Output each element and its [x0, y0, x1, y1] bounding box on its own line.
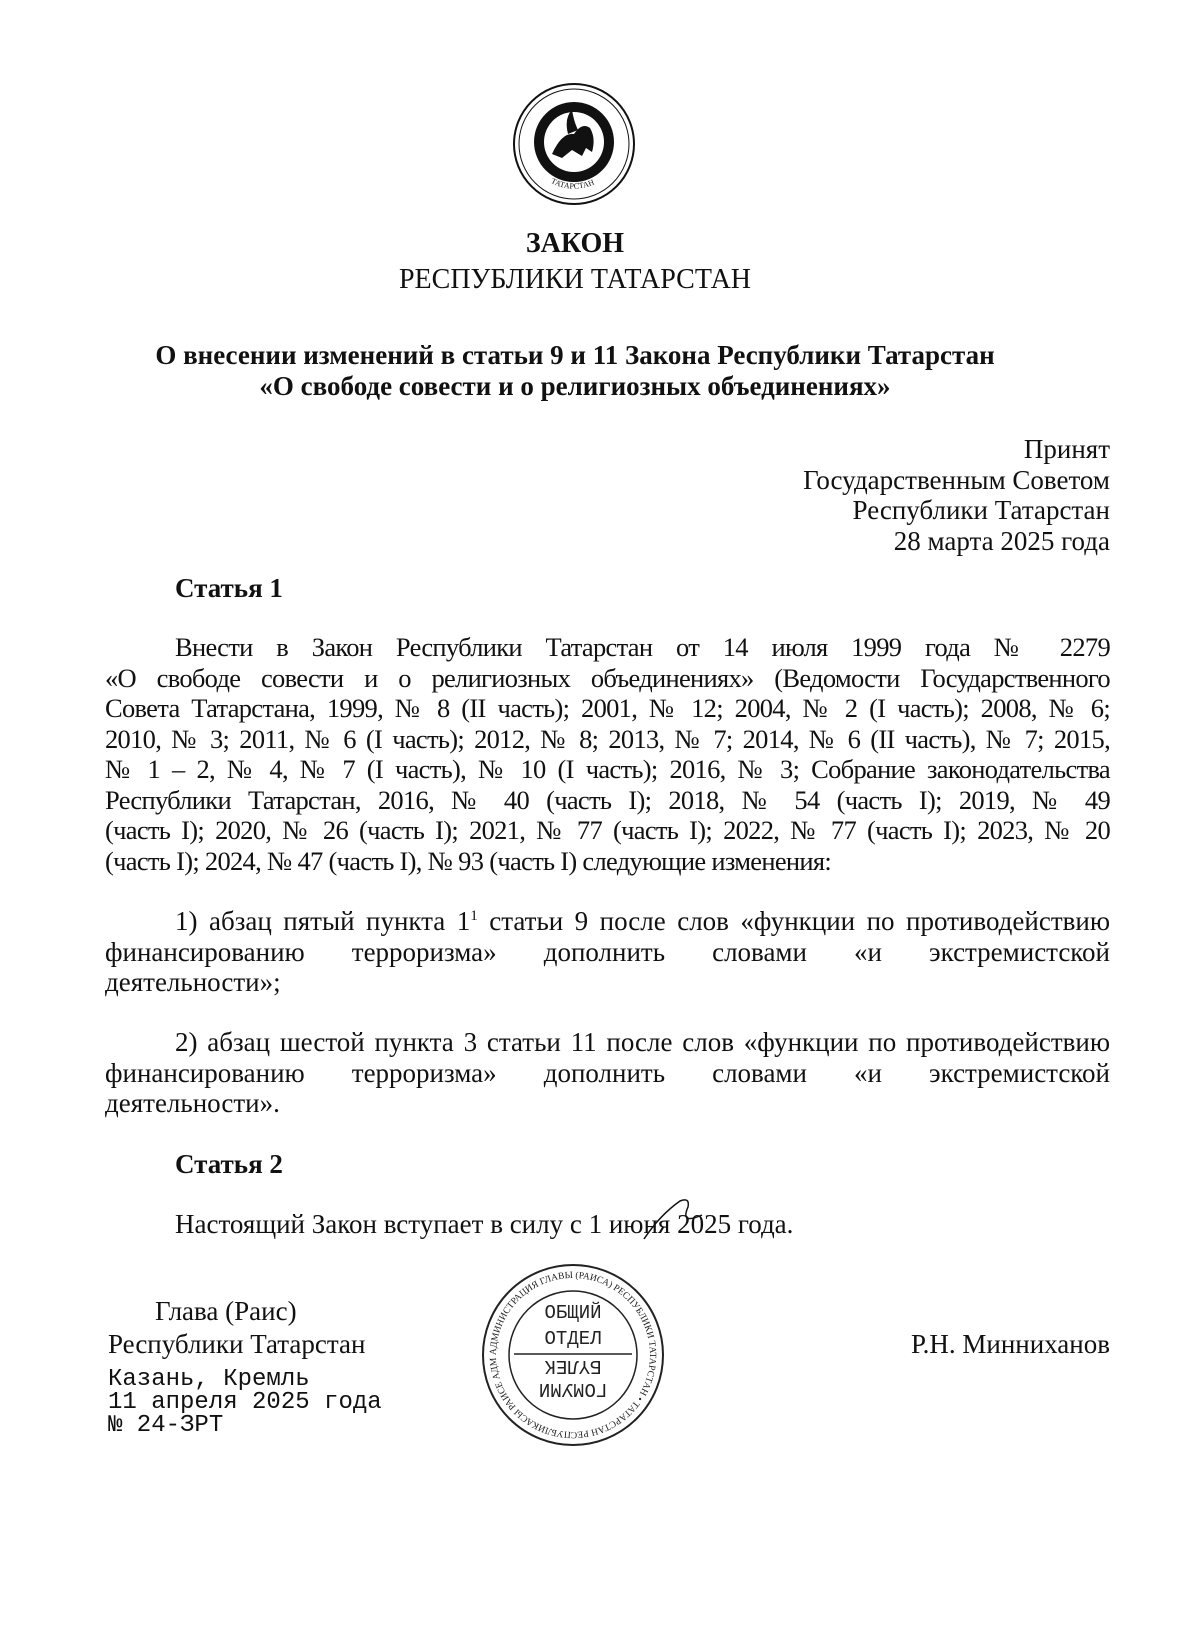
svg-text:ОБЩИЙ: ОБЩИЙ: [544, 1302, 602, 1324]
article-1-item-1: [105, 906, 1110, 998]
paragraph-line: Совета Татарстана, 1999, № 8 (II часть); 2001, № 12; 2004, № 2 (I часть); 2008, № 6;: [105, 693, 1110, 723]
paragraph-line: «О свободе совести и о религиозных объединениях» (Ведомости Государственного: [105, 662, 1110, 693]
official-stamp: [480, 1262, 666, 1453]
signatory-name: Р.Н. Минниханов: [910, 1329, 1110, 1359]
adoption-line: Принят: [1023, 434, 1110, 464]
law-title: [30, 340, 1120, 402]
paragraph-line: деятельности»;: [105, 967, 281, 997]
svg-text:ГОМУМИ: ГОМУМИ: [538, 1378, 608, 1400]
signatory-position-line-2: Республики Татарстан: [108, 1329, 366, 1359]
article-1-heading: Статья 1: [175, 573, 283, 603]
article-1-item-2: [105, 1027, 1110, 1119]
paragraph-line: деятельности».: [105, 1088, 280, 1118]
law-title-line: О внесении изменений в статьи 9 и 11 Закона Республики Татарстан: [155, 340, 995, 370]
law-title-line: «О свободе совести и о религиозных объединениях»: [259, 371, 891, 401]
svg-text:БҮЛЕК: БҮЛЕК: [544, 1355, 602, 1377]
doc-title: ЗАКОН: [525, 228, 625, 259]
tatarstan-emblem: [512, 82, 636, 211]
paragraph-line: финансированию терроризма» дополнить словами «и экстремистской: [105, 936, 1110, 967]
article-2-heading: Статья 2: [175, 1149, 283, 1179]
text: статьи 9 после слов «функции по противодействию: [477, 906, 1110, 936]
paragraph-line: № 1 – 2, № 4, № 7 (I часть), № 10 (I часть); 2016, № 3; Собрание законодательства: [105, 754, 1110, 784]
place-date-block: [108, 1368, 382, 1437]
signature-mark: [640, 1195, 710, 1245]
superscript: 1: [470, 908, 478, 924]
adoption-line: 28 марта 2025 года: [893, 525, 1110, 556]
paragraph-line: Внести в Закон Республики Татарстан от 14 июля 1999 года № 2279: [175, 632, 1110, 662]
article-1-intro: [105, 632, 1110, 876]
svg-text:ОТДЕЛ: ОТДЕЛ: [544, 1328, 602, 1350]
svg-text:ТАТАРСТАН: ТАТАРСТАН: [549, 176, 596, 191]
paragraph-line: финансированию терроризма» дополнить словами «и экстремистской: [105, 1057, 1110, 1088]
paragraph-line: (часть I); 2024, № 47 (часть I), № 93 (часть I) следующие изменения:: [105, 845, 831, 876]
adoption-line: Государственным Советом: [803, 464, 1110, 495]
text: 1) абзац пятый пункта 1: [175, 906, 471, 936]
paragraph-line: (часть I); 2020, № 26 (часть I); 2021, № 77 (часть I); 2022, № 77 (часть I); 2023, № 20: [105, 815, 1110, 845]
adoption-block: [803, 434, 1110, 556]
signing-date: 11 апреля 2025 года: [108, 1389, 382, 1416]
paragraph-line: 2) абзац шестой пункта 3 статьи 11 после слов «функции по противодействию: [175, 1027, 1110, 1057]
article-2-text: Настоящий Закон вступает в силу с 1 июня 2025 года.: [175, 1209, 794, 1239]
adoption-line: Республики Татарстан: [852, 495, 1110, 525]
signatory-position-line-1: Глава (Раис): [155, 1296, 297, 1326]
doc-subtitle: РЕСПУБЛИКИ ТАТАРСТАН: [398, 264, 752, 295]
svg-text:АДМИНИСТРАЦИЯ ГЛАВЫ (РАИСА) РЕ: АДМИНИСТРАЦИЯ ГЛАВЫ (РАИСА) РЕСПУБЛИКИ ТАТАРСТАН • ТАТАРСТАН РЕСПУБЛИКАСЫ РАИСЕ АДМ: [488, 1270, 658, 1440]
law-number: № 24-ЗРТ: [108, 1412, 224, 1439]
paragraph-line: 2010, № 3; 2011, № 6 (I часть); 2012, № 8; 2013, № 7; 2014, № 6 (II часть), № 7; 2015,: [105, 723, 1110, 754]
paragraph-line: Республики Татарстан, 2016, № 40 (часть I); 2018, № 54 (часть I); 2019, № 49: [105, 784, 1110, 815]
place: Казань, Кремль: [108, 1366, 310, 1393]
paragraph-line: [105, 906, 1110, 937]
